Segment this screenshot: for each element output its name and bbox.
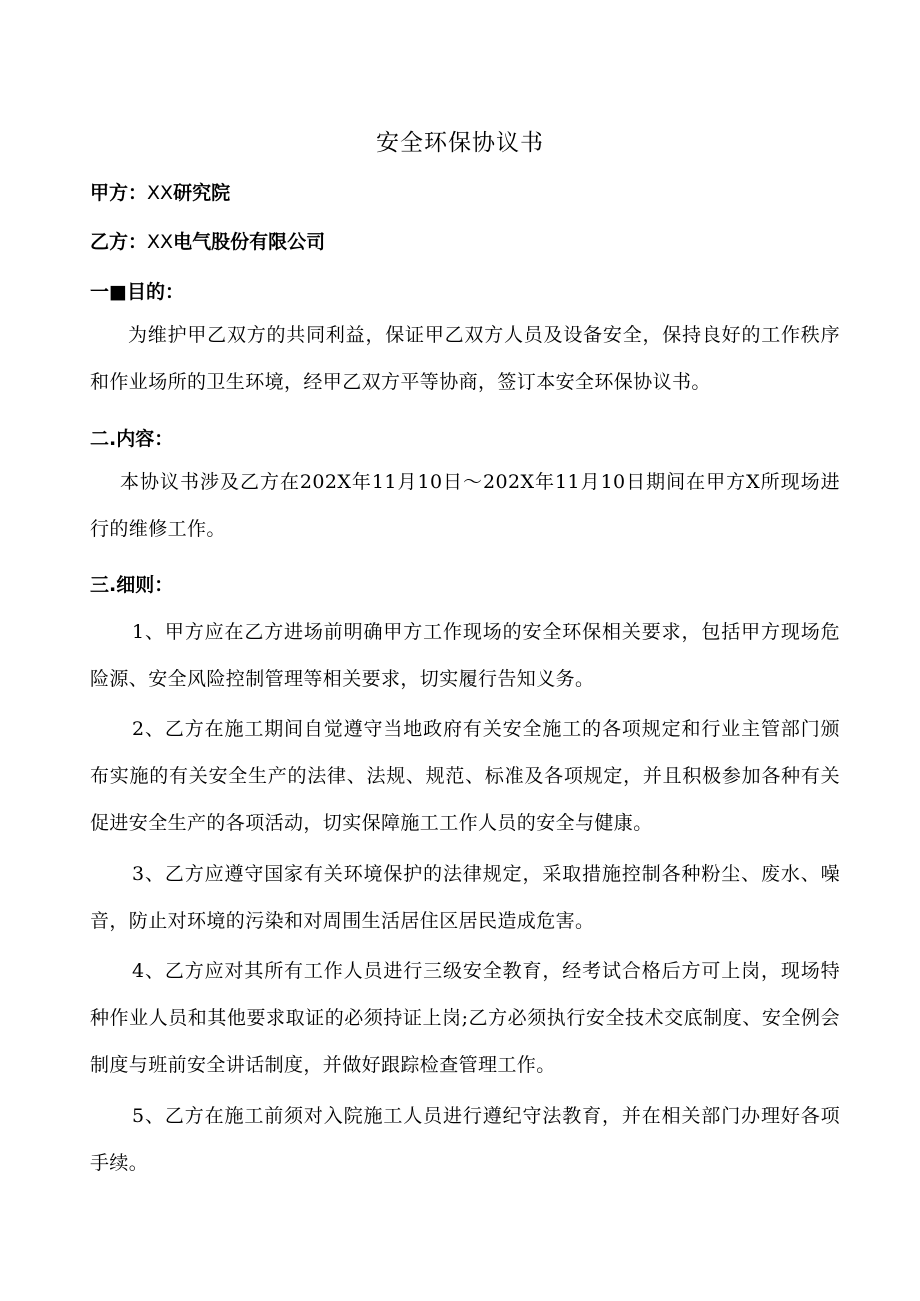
rule-item-2: 2、乙方在施工期间自觉遵守当地政府有关安全施工的各项规定和行业主管部门颁布实施的有关安全生产的法律、法规、规范、标准及各项规定，并且积极参加各种有关促进安全生产的各项活动，切实保障施工工作人员的安全与健康。 [90,718,840,834]
party-a-label: 甲方： [90,182,148,204]
section-purpose-text: 为维护甲乙双方的共同利益，保证甲乙双方人员及设备安全，保持良好的工作秩序和作业场所的卫生环境，经甲乙双方平等协商，签订本安全环保协议书。 [90,324,840,393]
party-b-label: 乙方： [90,231,148,253]
rule-item-5: 5、乙方在施工前须对入院施工人员进行遵纪守法教育，并在相关部门办理好各项手续。 [90,1105,840,1174]
party-a-name-prefix: XX [147,182,174,204]
section-content-text: 本协议书涉及乙方在202X年11月10日～202X年11月10日期间在甲方X所现场进行的维修工作。 [90,471,840,540]
section-content-heading: 二.内容： [90,428,174,450]
document-title: 安全环保协议书 [376,130,544,156]
rule-item-3: 3、乙方应遵守国家有关环境保护的法律规定，采取措施控制各种粉尘、废水、噪音，防止对环境的污染和对周围生活居住区居民造成危害。 [90,863,840,932]
rule-item-1: 1、甲方应在乙方进场前明确甲方工作现场的安全环保相关要求，包括甲方现场危险源、安全风险控制管理等相关要求，切实履行告知义务。 [90,621,840,690]
section-rules-heading: 三.细则： [90,574,174,596]
rule-item-4: 4、乙方应对其所有工作人员进行三级安全教育，经考试合格后方可上岗，现场特种作业人员和其他要求取证的必须持证上岗;乙方必须执行安全技术交底制度、安全例会制度与班前安全讲话制度，并做好跟踪检查管理工作。 [90,960,840,1076]
party-b-name: 电气股份有限公司 [173,231,326,253]
section-purpose-heading: 一■目的： [90,281,184,303]
party-b-line [90,227,325,254]
party-b-name-prefix: XX [147,231,174,253]
party-a-line [90,178,230,205]
party-a-name: 研究院 [173,182,231,204]
